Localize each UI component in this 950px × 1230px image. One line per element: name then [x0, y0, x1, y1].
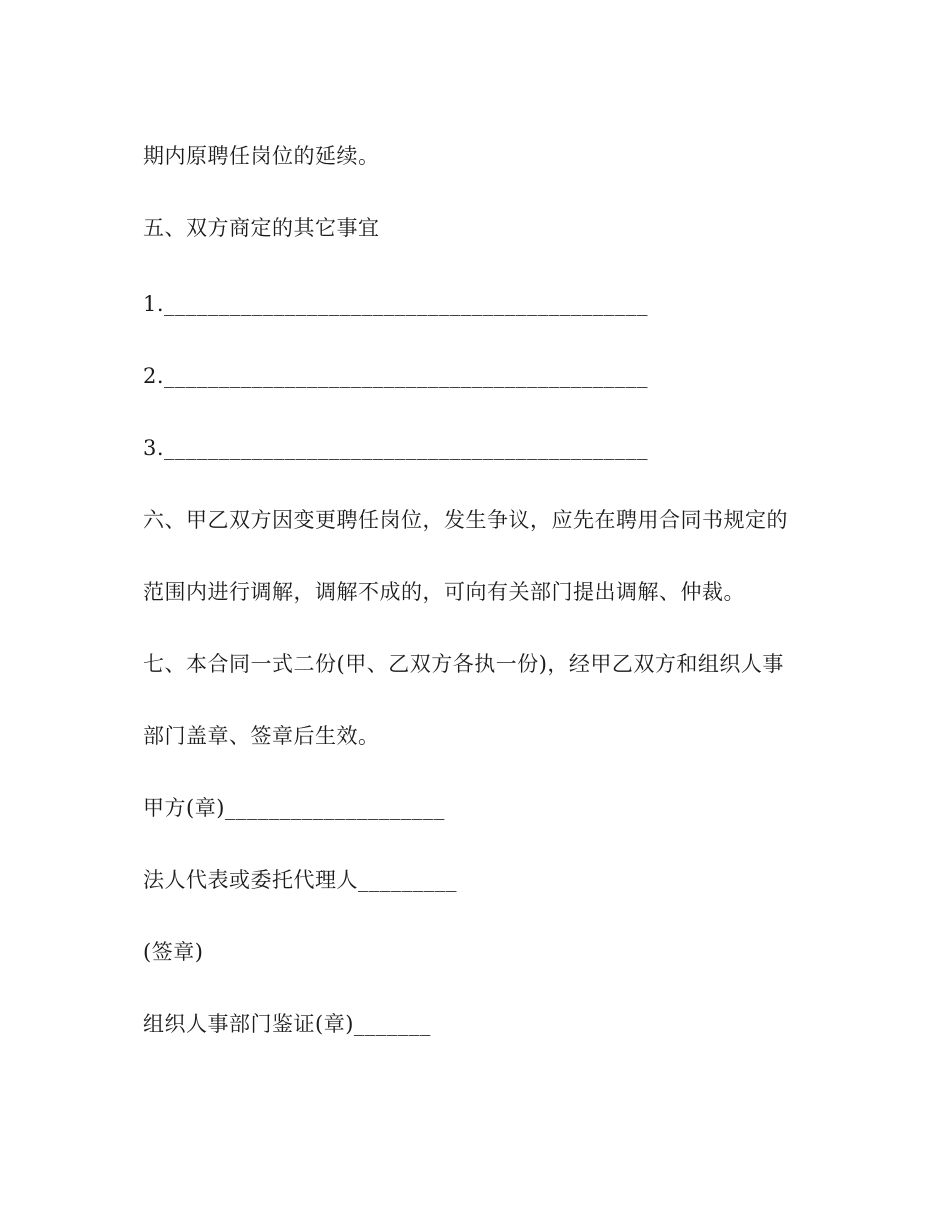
party-a-seal-line: 甲方(章)____________________ [143, 796, 445, 820]
section-five-heading: 五、双方商定的其它事宜 [143, 216, 380, 240]
section-six-line-1: 六、甲乙双方因变更聘任岗位，发生争议，应先在聘用合同书规定的 [143, 508, 788, 532]
signature-label: (签章) [143, 940, 204, 964]
blank-item-1: 1.____________________________________________ [143, 292, 649, 316]
blank-item-3: 3.____________________________________________ [143, 436, 649, 460]
section-seven-line-2: 部门盖章、签章后生效。 [143, 724, 380, 748]
text-line-continuation: 期内原聘任岗位的延续。 [143, 144, 380, 168]
legal-representative-line: 法人代表或委托代理人_________ [143, 868, 457, 892]
blank-item-2: 2.____________________________________________ [143, 364, 649, 388]
section-six-line-2: 范围内进行调解，调解不成的，可向有关部门提出调解、仲裁。 [143, 580, 745, 604]
section-seven-line-1: 七、本合同一式二份(甲、乙双方各执一份)，经甲乙双方和组织人事 [143, 652, 784, 676]
personnel-department-verification-line: 组织人事部门鉴证(章)_______ [143, 1012, 431, 1036]
